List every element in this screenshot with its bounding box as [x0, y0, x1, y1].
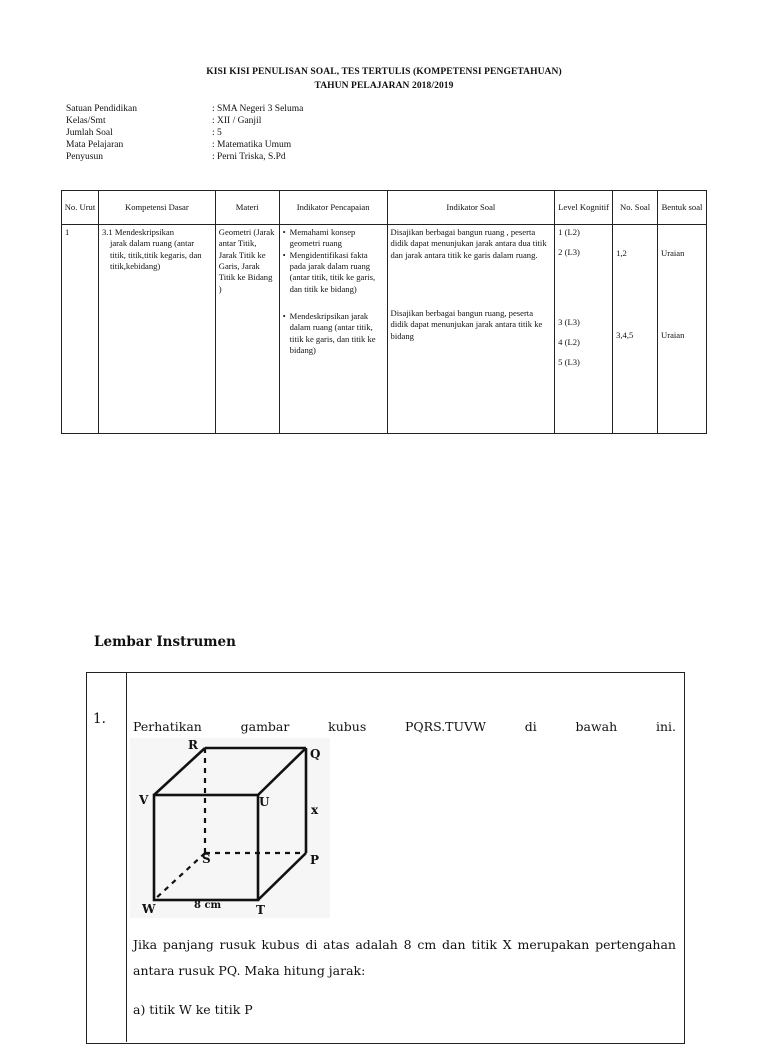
meta-value: : SMA Negeri 3 Seluma [212, 104, 304, 114]
table-header-row [62, 191, 707, 225]
cube-label-p: P [310, 853, 320, 867]
cube-label-s: S [202, 852, 211, 866]
cube-label-r: R [188, 738, 198, 752]
intro-word: bawah [575, 719, 618, 734]
header-kompetensi: Kompetensi Dasar [98, 191, 215, 225]
document-title: KISI KISI PENULISAN SOAL, TES TERTULIS (KOMPETENSI PENGETAHUAN) [206, 67, 562, 77]
level-item: 1 (L2) [558, 227, 580, 237]
header-no-soal: No. Soal [613, 191, 658, 225]
cell-indikator-soal [387, 225, 555, 434]
indikator-soal-b: Disajikan berbagai bangun ruang, peserta didik dapat menunjukan jarak antara titik ke bidang [390, 308, 543, 341]
cell-materi: Geometri (Jarak antar Titik, Jarak Titik ke Garis, Jarak Titik ke Bidang ) [215, 225, 279, 434]
cube-label-w: W [142, 902, 156, 916]
intro-word: Perhatikan [133, 719, 202, 734]
intro-word: gambar [240, 719, 290, 734]
meta-value: : Perni Triska, S.Pd [212, 152, 286, 162]
cube-edge-length: 8 cm [194, 900, 222, 911]
header-no-urut: No. Urut [62, 191, 99, 225]
cell-level [555, 225, 613, 434]
header-indikator-soal: Indikator Soal [387, 191, 555, 225]
level-item: 2 (L3) [558, 247, 580, 258]
kisi-table [61, 190, 707, 434]
table-row [62, 225, 707, 434]
indikator-item: • Mendeskripsikan jarak dalam ruang (antar titik, titik ke garis, dan titik ke bidang) [283, 311, 384, 356]
meta-label: Satuan Pendidikan [66, 104, 137, 114]
cell-no: 1 [62, 225, 99, 434]
header-materi: Materi [215, 191, 279, 225]
intro-word: kubus [328, 719, 367, 734]
kompetensi-title: 3.1 Mendeskripsikan [101, 227, 175, 237]
cube-figure [130, 738, 330, 918]
document-subtitle: TAHUN PELAJARAN 2018/2019 [314, 81, 454, 91]
intro-word: ini. [655, 719, 676, 734]
header-indikator-pencapaian: Indikator Pencapaian [279, 191, 387, 225]
meta-label: Mata Pelajaran [66, 140, 124, 150]
cell-no-soal [613, 225, 658, 434]
meta-label: Penyusun [66, 152, 103, 162]
meta-value: : XII / Ganjil [212, 116, 262, 126]
header-bentuk: Bentuk soal [658, 191, 707, 225]
level-item: 3 (L3) [558, 316, 580, 327]
cube-label-x: x [311, 803, 319, 817]
cube-label-u: U [259, 795, 270, 809]
intro-word: PQRS.TUVW [405, 719, 486, 734]
intro-word: di [524, 719, 537, 734]
instrument-heading: Lembar Instrumen [94, 634, 236, 650]
bentuk-a: Uraian [661, 248, 685, 258]
no-soal-a: 1,2 [616, 248, 627, 258]
cell-bentuk [658, 225, 707, 434]
cell-indikator-pencapaian [279, 225, 387, 434]
indikator-soal-a: Disajikan berbagai bangun ruang , peserta didik dapat menunjukan jarak antara dua titik dan jarak antara titik ke garis dalam ruang. [390, 227, 547, 260]
meta-value: : Matematika Umum [212, 140, 292, 150]
header-level: Level Kognitif [555, 191, 613, 225]
question-divider [126, 672, 127, 1042]
cube-label-q: Q [310, 747, 321, 761]
cube-label-t: T [256, 903, 265, 917]
indikator-item: • Mengidentifikasi fakta pada jarak dalam ruang (antar titik, titik ke garis, dan titik ke bidang) [283, 250, 384, 295]
meta-label: Kelas/Smt [66, 116, 106, 126]
bentuk-b: Uraian [661, 330, 685, 341]
cell-kompetensi [98, 225, 215, 434]
meta-value: : 5 [212, 128, 222, 138]
question-intro [133, 719, 676, 734]
level-item: 4 (L2) [558, 337, 580, 348]
meta-label: Jumlah Soal [66, 128, 113, 138]
question-number: 1. [93, 711, 106, 727]
question-item-a: a) titik W ke titik P [133, 1002, 253, 1017]
kompetensi-detail: jarak dalam ruang (antar titik, titik,titik kegaris, dan titik,kebidang) [109, 238, 202, 272]
cube-label-v: V [139, 793, 149, 807]
level-item: 5 (L3) [558, 357, 580, 368]
indikator-item: • Memahami konsep geometri ruang [283, 227, 384, 250]
no-soal-b: 3,4,5 [616, 330, 634, 341]
question-paragraph: Jika panjang rusuk kubus di atas adalah 8 cm dan titik X merupakan pertengahan antara rusuk PQ. Maka hitung jarak: [133, 937, 676, 978]
